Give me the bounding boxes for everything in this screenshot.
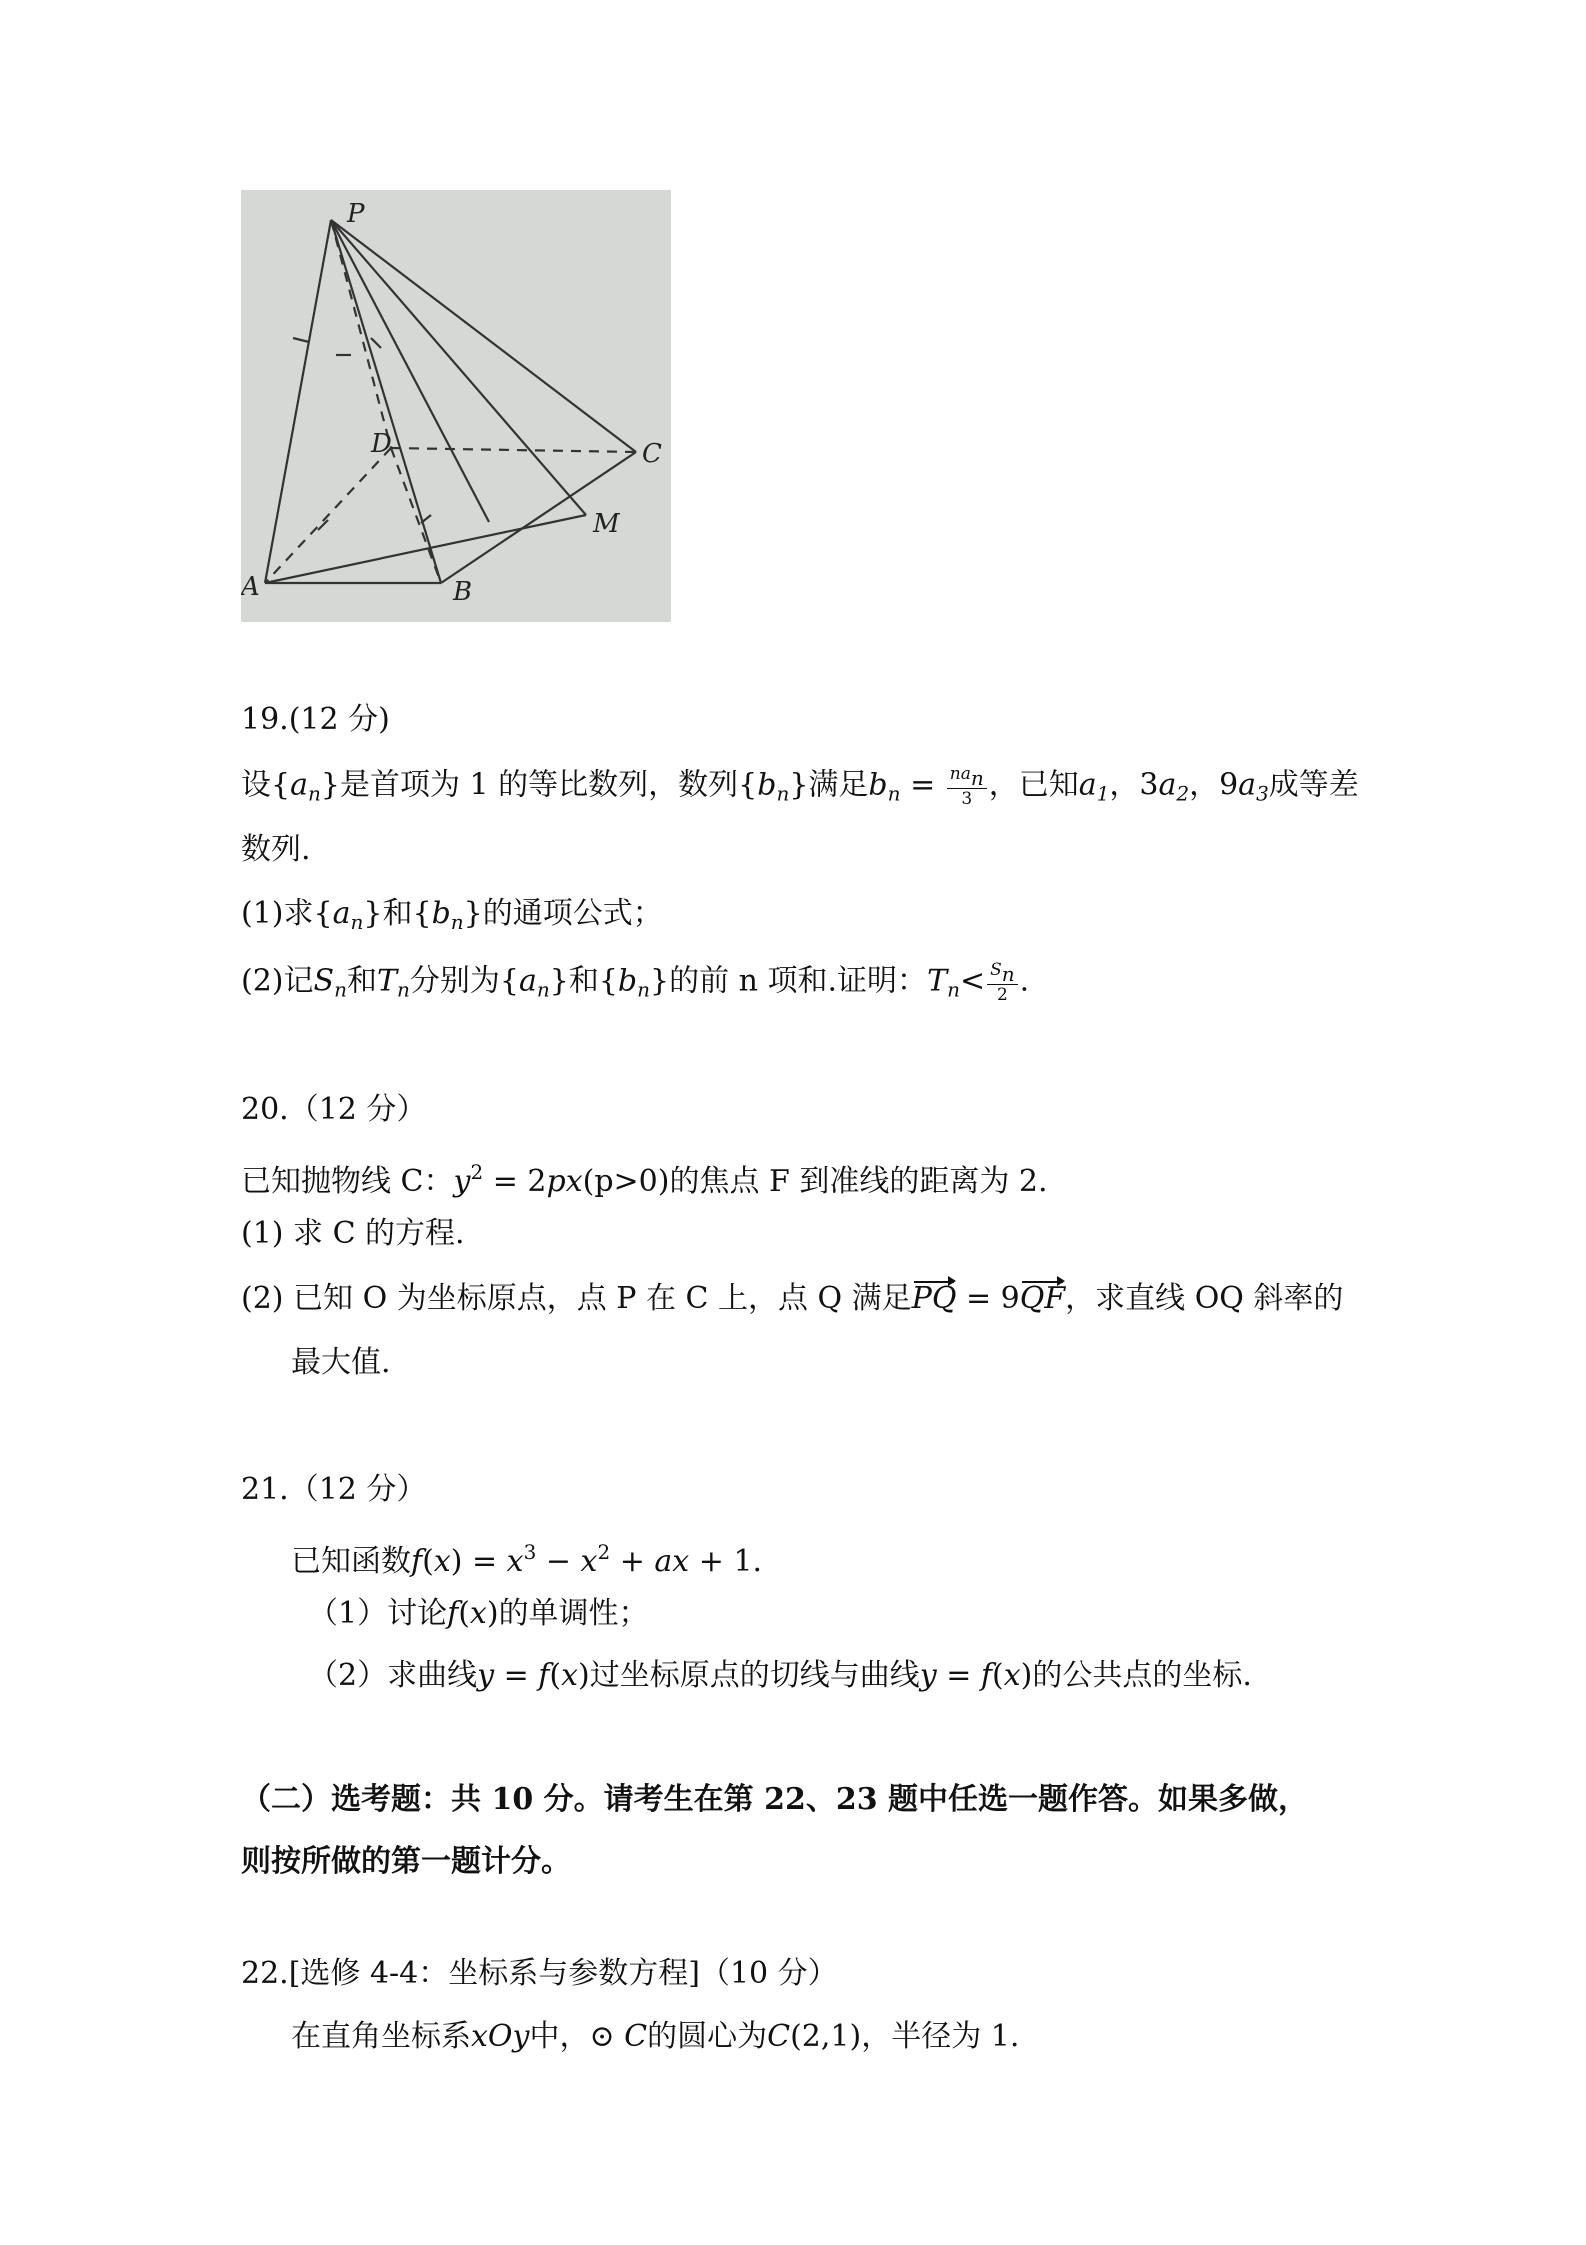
- q22-text: 中，⊙: [529, 2019, 625, 2054]
- q19-line2: 数列.: [241, 832, 311, 867]
- q19-text: .: [1019, 963, 1030, 999]
- q19-sub-n: n: [776, 781, 790, 806]
- q19-sub-n: n: [334, 977, 347, 1002]
- q19-text: 和: [346, 963, 377, 999]
- tick-PA: [293, 338, 309, 342]
- pyramid-figure: [241, 190, 671, 622]
- q21-op: =: [936, 1658, 981, 1693]
- q21-sym-x: x: [506, 1544, 524, 1579]
- q19-text: }的通项公式；: [463, 896, 663, 931]
- q20-part1: (1) 求 C 的方程.: [241, 1216, 465, 1251]
- tick-PB: [371, 338, 381, 348]
- q19-sub-n: n: [536, 977, 550, 1002]
- elective-line1: （二）选考题：共 10 分。请考生在第 22、23 题中任选一题作答。如果多做，: [241, 1782, 1309, 1817]
- q19-sub-n: n: [947, 977, 960, 1002]
- label-C: C: [642, 439, 662, 469]
- q19-sub-n: n: [450, 910, 464, 934]
- q21-line1: [291, 1532, 762, 1582]
- q19-text: 成等差: [1268, 767, 1359, 803]
- q19-lt: <: [959, 963, 986, 999]
- q21-op: −: [536, 1544, 581, 1579]
- q22-sym-xOy: xOy: [471, 2019, 530, 2054]
- elective-line2: 则按所做的第一题计分。: [241, 1844, 571, 1879]
- q20-part2-cont: 最大值.: [291, 1345, 391, 1380]
- q19-text: ，3: [1109, 767, 1159, 803]
- q19-header: 19.(12 分): [241, 702, 390, 737]
- q22-line1: [291, 2017, 1019, 2057]
- q19-sym-b: b: [757, 767, 777, 803]
- q19-text: 分别为{: [409, 963, 519, 999]
- q21-text: 的单调性；: [498, 1596, 649, 1631]
- q20-text: 已知抛物线 C：: [241, 1164, 454, 1199]
- q20-vec-QF: QF: [1020, 1279, 1065, 1319]
- q19-sym-a: a: [332, 896, 351, 931]
- q21-sup-3: 3: [523, 1540, 537, 1564]
- q21-op: +: [610, 1544, 655, 1579]
- q22-sym-C: C: [767, 2019, 791, 2054]
- q21-text: （2）求曲线: [308, 1658, 478, 1693]
- q19-line1: [241, 764, 1359, 814]
- edge-PA: [265, 220, 331, 583]
- q21-sup-2: 2: [597, 1540, 611, 1564]
- q19-sub-1: 1: [1096, 781, 1110, 806]
- q19-text: }的前 n 项和.证明：: [650, 963, 928, 999]
- label-A: A: [241, 572, 260, 602]
- q21-sym-x: x: [580, 1544, 598, 1579]
- q19-text: ，9: [1189, 767, 1239, 803]
- q21-op: =: [494, 1658, 539, 1693]
- q19-part2: [241, 960, 1029, 1010]
- q20-sym-px: px: [546, 1164, 583, 1199]
- edge-AM: [265, 515, 586, 583]
- q21-text: 过坐标原点的切线与曲线: [589, 1658, 920, 1693]
- q19-sub-n: n: [637, 977, 651, 1002]
- q22-text: 在直角坐标系: [291, 2019, 471, 2054]
- q19-text: 设{: [241, 767, 291, 803]
- q19-sub-n: n: [970, 766, 984, 790]
- q20-text: ，求直线 OQ 斜率的: [1065, 1281, 1344, 1316]
- q20-line1: [241, 1152, 1048, 1202]
- q19-sub-2: 2: [1176, 781, 1190, 806]
- edge-DB: [391, 448, 441, 583]
- label-B: B: [453, 577, 473, 607]
- q20-eq: = 2: [483, 1164, 547, 1199]
- q21-op: + 1.: [689, 1544, 763, 1579]
- q19-text: }是首项为 1 的等比数列，数列{: [320, 767, 758, 803]
- edge-PC: [331, 220, 636, 452]
- tick-DA: [318, 520, 328, 530]
- q19-frac-den2: 2: [996, 985, 1008, 1005]
- q19-part1: [241, 894, 663, 942]
- q19-sub-3: 3: [1256, 781, 1269, 806]
- q19-frac-num: na: [949, 764, 971, 784]
- q19-fraction-2: [987, 960, 1018, 1005]
- q19-sym-S: S: [313, 963, 335, 999]
- q21-part1: （1）讨论f(x)的单调性；: [308, 1596, 649, 1631]
- edge-PM: [331, 220, 489, 522]
- q22-text: 的圆心为: [647, 2019, 768, 2054]
- q21-sym-f: f: [538, 1658, 550, 1693]
- q20-vec-PQ: PQ: [912, 1279, 957, 1319]
- q21-part2: （2）求曲线y = f(x)过坐标原点的切线与曲线y = f(x)的公共点的坐标.: [308, 1658, 1252, 1693]
- q19-eq: =: [900, 767, 945, 803]
- q19-sym-b: b: [868, 767, 888, 803]
- q21-sym-x: x: [1003, 1658, 1021, 1693]
- q19-fraction: [947, 764, 987, 809]
- q19-text: }满足: [789, 767, 869, 803]
- edge-PB: [331, 220, 441, 583]
- q19-sym-a3: a: [1238, 767, 1257, 803]
- q21-sym-x: x: [469, 1596, 487, 1631]
- q21-sym-f: f: [411, 1544, 423, 1579]
- q19-sym-b: b: [617, 963, 638, 999]
- label-P: P: [347, 199, 365, 229]
- q19-sym-T: T: [927, 963, 948, 999]
- q19-sub-n: n: [1001, 962, 1015, 986]
- q19-frac-den: 3: [961, 789, 973, 809]
- q21-sym-x: x: [433, 1544, 451, 1579]
- q21-sym-f: f: [447, 1596, 459, 1631]
- q20-sym-y: y: [453, 1164, 471, 1199]
- q19-text: }和{: [549, 963, 618, 999]
- q21-text: 的公共点的坐标.: [1032, 1658, 1252, 1693]
- q19-text: ，已知: [988, 767, 1079, 803]
- label-M: M: [593, 509, 620, 539]
- q19-text: }和{: [363, 896, 432, 931]
- q19-sub-n: n: [887, 781, 901, 806]
- q21-text: (: [422, 1544, 434, 1579]
- q19-sym-a: a: [290, 767, 308, 803]
- q21-sym-x: x: [561, 1658, 579, 1693]
- q19-sym-a2: a: [1158, 767, 1177, 803]
- q21-text: （1）讨论: [308, 1596, 448, 1631]
- edge-DC: [391, 448, 636, 452]
- q19-sub-n: n: [396, 977, 410, 1002]
- q20-eq: = 9: [956, 1281, 1020, 1316]
- q19-sym-a: a: [518, 963, 537, 999]
- q19-text: (2)记: [241, 963, 314, 999]
- q20-sup-2: 2: [470, 1160, 484, 1184]
- q19-sym-b: b: [431, 896, 451, 931]
- q21-text: 已知函数: [291, 1544, 411, 1579]
- q21-sym-ax: ax: [654, 1544, 690, 1579]
- pyramid-diagram: [241, 190, 671, 622]
- q19-sub-n: n: [307, 781, 321, 806]
- q21-text: ) =: [450, 1544, 507, 1579]
- q22-header: 22.[选修 4-4：坐标系与参数方程]（10 分）: [241, 1956, 838, 1991]
- edge-DA: [265, 448, 391, 583]
- q20-text: (p>0)的焦点 F 到准线的距离为 2.: [582, 1164, 1048, 1199]
- q21-text: (: [458, 1596, 470, 1631]
- q21-sym-f: f: [980, 1658, 993, 1693]
- q20-header: 20.（12 分）: [241, 1092, 427, 1127]
- q20-part2: [241, 1279, 1343, 1319]
- q19-text: (1)求{: [241, 896, 333, 931]
- q21-header: 21.（12 分）: [241, 1472, 427, 1507]
- q19-sym-T: T: [376, 963, 397, 999]
- q22-sym-C: C: [624, 2019, 648, 2054]
- q19-frac-S: S: [990, 960, 1002, 980]
- q19-sym-a1: a: [1078, 767, 1097, 803]
- q20-text: (2) 已知 O 为坐标原点，点 P 在 C 上，点 Q 满足: [241, 1281, 912, 1316]
- label-D: D: [371, 429, 392, 459]
- q22-text: (2,1)，半径为 1.: [790, 2019, 1020, 2054]
- q19-sub-n: n: [350, 910, 364, 934]
